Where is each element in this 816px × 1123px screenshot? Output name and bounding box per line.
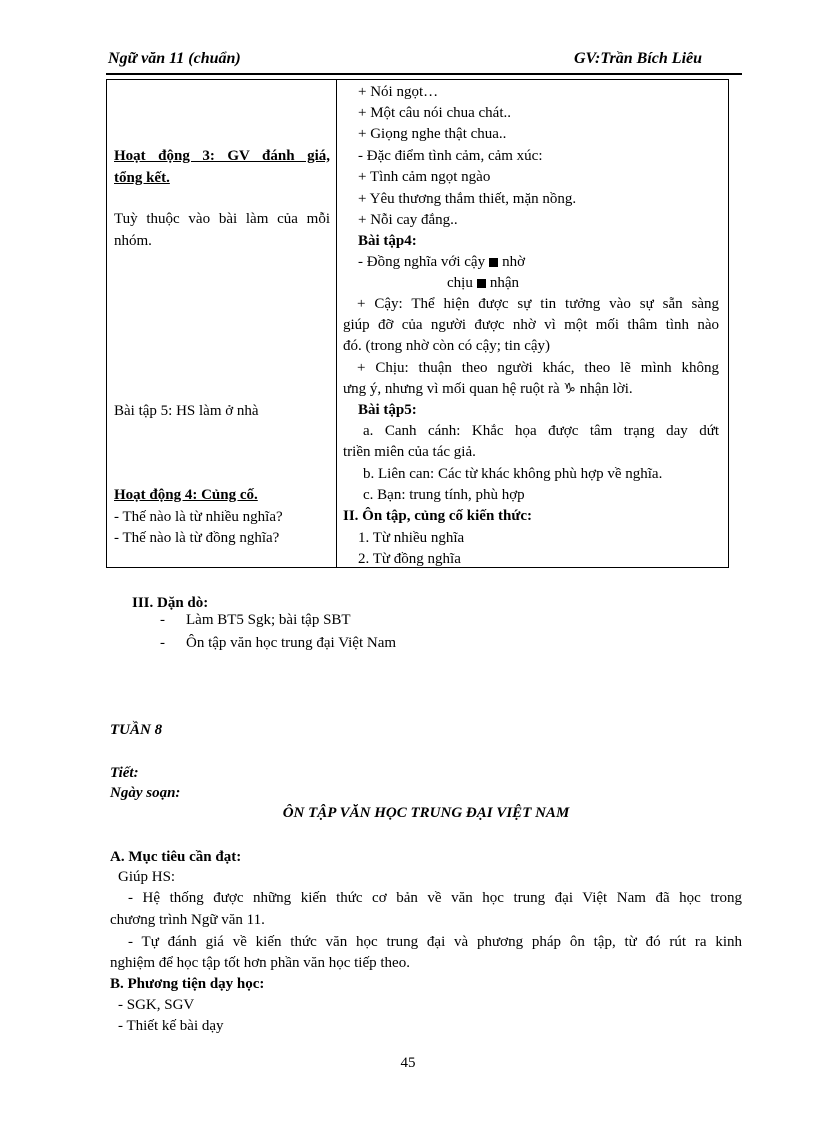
question-synonym: - Thế nào là từ đồng nghĩa? xyxy=(114,530,280,546)
synonym-nho: nhờ xyxy=(502,254,526,270)
lesson-title: ÔN TẬP VĂN HỌC TRUNG ĐẠI VIỆT NAM xyxy=(282,805,570,821)
section-a-intro: Giúp HS: xyxy=(118,869,176,885)
homework-heading: III. Dặn dò: xyxy=(132,595,209,611)
right-line: 1. Từ nhiều nghĩa xyxy=(358,530,465,546)
teaching-aid-item: - SGK, SGV xyxy=(118,997,195,1013)
objective-1-line2: chương trình Ngữ văn 11. xyxy=(110,912,265,928)
right-line: b. Liên can: Các từ khác không phù hợp về nghĩa. xyxy=(363,466,663,482)
period-label: Tiết: xyxy=(110,765,139,781)
activity3-heading-line2: tổng kết. xyxy=(114,170,170,186)
accept-text: nhận lời. xyxy=(579,381,633,397)
activity3-heading-line1: Hoạt động 3: GV đánh giá, xyxy=(114,148,330,164)
week-label: TUẦN 8 xyxy=(110,722,163,738)
question-polysemy: - Thế nào là từ nhiều nghĩa? xyxy=(114,509,283,525)
right-line: 2. Từ đồng nghĩa xyxy=(358,551,461,567)
bullet-dash: - xyxy=(160,612,165,628)
right-line xyxy=(447,273,519,293)
exercise5-heading: Bài tập5: xyxy=(358,402,417,418)
bullet-dash: - xyxy=(160,635,165,651)
header-teacher: GV:Trần Bích Liêu xyxy=(574,50,703,67)
right-line: đó. (trong nhờ còn có cậy; tin cậy) xyxy=(343,338,551,354)
square-bullet-icon xyxy=(489,258,498,267)
right-line: triền miên của tác giả. xyxy=(343,444,476,460)
header-rule xyxy=(106,73,742,75)
right-line: c. Bạn: trung tính, phù hợp xyxy=(363,487,525,503)
activity4-heading: Hoạt động 4: Củng cố. xyxy=(114,487,258,503)
right-line: - Đặc điểm tình cảm, cảm xúc: xyxy=(358,148,543,164)
header-course: Ngữ văn 11 (chuẩn) xyxy=(108,50,241,67)
activity3-note-line2: nhóm. xyxy=(114,233,152,249)
objective-2-line1: - Tự đánh giá về kiến thức văn học trung đại và phương pháp ôn tập, từ đó rút ra kinh xyxy=(128,934,742,950)
arrow-symbol-icon: ♑ xyxy=(563,381,576,397)
synonym-cay: - Đồng nghĩa với cậy xyxy=(358,254,486,270)
right-line: + Một câu nói chua chát.. xyxy=(358,105,511,121)
relation-text: ưng ý, nhưng vì mối quan hệ ruột rà xyxy=(343,381,560,397)
activity3-note-line1: Tuỳ thuộc vào bài làm của mỗi xyxy=(114,211,330,227)
right-line: + Tình cảm ngọt ngào xyxy=(358,169,491,185)
right-line xyxy=(343,379,633,399)
lesson-table xyxy=(106,79,729,568)
section-a-heading: A. Mục tiêu cần đạt: xyxy=(110,849,242,865)
right-line: + Cậy: Thể hiện được sự tin tưởng vào sự sẵn sàng xyxy=(357,296,719,312)
section-b-heading: B. Phương tiện dạy học: xyxy=(110,976,265,992)
square-bullet-icon xyxy=(477,279,486,288)
right-line: + Nỗi cay đắng.. xyxy=(358,212,458,228)
synonym-nhan: nhận xyxy=(489,275,519,291)
right-line xyxy=(358,252,525,272)
right-line: + Nói ngọt… xyxy=(358,84,439,100)
synonym-chiu: chịu xyxy=(447,275,473,291)
page-number: 45 xyxy=(400,1055,416,1071)
homework-item: Ôn tập văn học trung đại Việt Nam xyxy=(186,635,397,651)
exercise5-homework: Bài tập 5: HS làm ở nhà xyxy=(114,403,259,419)
right-line: giúp đỡ của người được nhờ vì một mối thâm tình nào xyxy=(343,317,719,333)
column-divider xyxy=(336,80,337,567)
exercise4-heading: Bài tập4: xyxy=(358,233,417,249)
right-line: + Giọng nghe thật chua.. xyxy=(358,126,507,142)
homework-item: Làm BT5 Sgk; bài tập SBT xyxy=(186,612,351,628)
objective-1-line1: - Hệ thống được những kiến thức cơ bản về văn học trung đại Việt Nam đã học trong xyxy=(128,890,742,906)
date-label: Ngày soạn: xyxy=(110,785,181,801)
right-line: + Chịu: thuận theo người khác, theo lẽ mình không xyxy=(357,360,719,376)
teaching-aid-item: - Thiết kế bài dạy xyxy=(118,1018,224,1034)
review-heading: II. Ôn tập, củng cố kiến thức: xyxy=(343,508,533,524)
right-line: a. Canh cánh: Khắc họa được tâm trạng day dứt xyxy=(363,423,719,439)
right-line: + Yêu thương thắm thiết, mặn nồng. xyxy=(358,191,577,207)
objective-2-line2: nghiệm để học tập tốt hơn phần văn học tiếp theo. xyxy=(110,955,410,971)
